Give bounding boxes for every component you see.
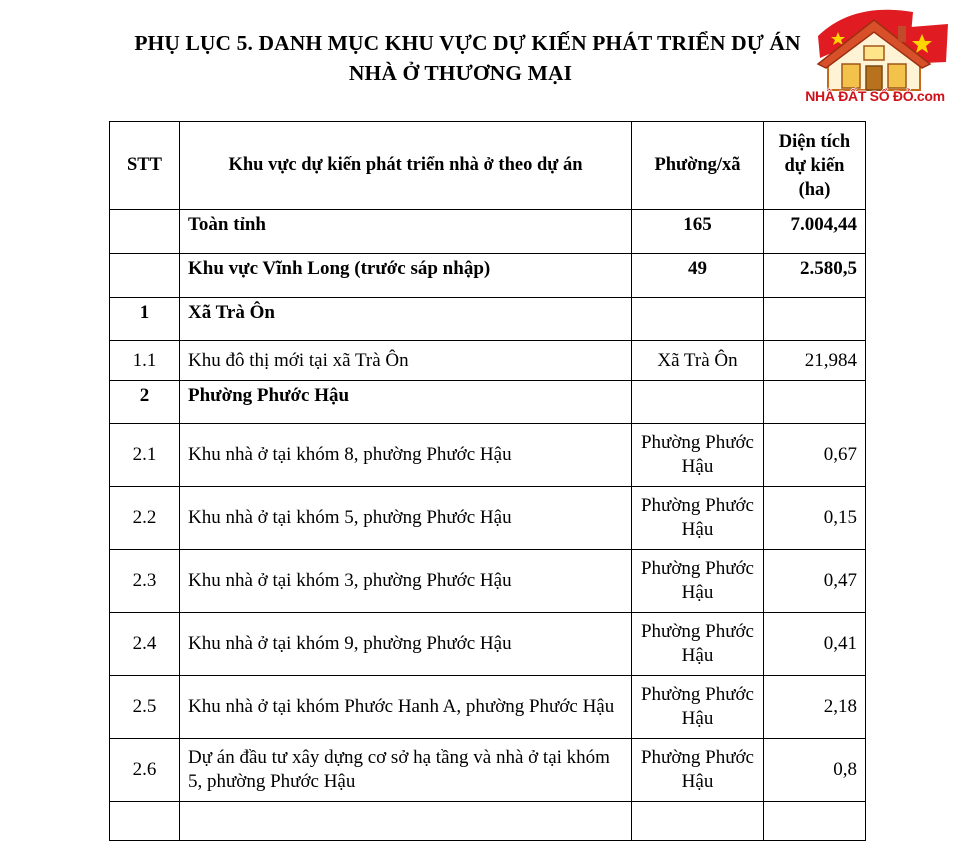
cell-ward: Xã Trà Ôn bbox=[632, 341, 764, 381]
cell-size: 2.580,5 bbox=[764, 254, 866, 298]
cell-stt bbox=[110, 210, 180, 254]
housing-area-table bbox=[109, 121, 866, 841]
cell-stt: 2 bbox=[110, 381, 180, 424]
cell-size: 21,984 bbox=[764, 341, 866, 381]
cell-empty bbox=[180, 802, 632, 841]
cell-name: Khu nhà ở tại khóm 9, phường Phước Hậu bbox=[180, 613, 632, 676]
cell-stt: 2.1 bbox=[110, 424, 180, 487]
table-row bbox=[110, 424, 866, 487]
table-row bbox=[110, 739, 866, 802]
cell-stt: 2.3 bbox=[110, 550, 180, 613]
table-row bbox=[110, 550, 866, 613]
cell-name: Khu đô thị mới tại xã Trà Ôn bbox=[180, 341, 632, 381]
cell-size: 2,18 bbox=[764, 676, 866, 739]
cell-ward bbox=[632, 381, 764, 424]
cell-ward: 165 bbox=[632, 210, 764, 254]
logo-text: NHÀ ĐẤT SỔ ĐỎ.com bbox=[805, 88, 945, 104]
cell-name: Toàn tỉnh bbox=[180, 210, 632, 254]
cell-name: Khu nhà ở tại khóm 5, phường Phước Hậu bbox=[180, 487, 632, 550]
cell-size: 0,47 bbox=[764, 550, 866, 613]
cell-ward: Phường Phước Hậu bbox=[632, 739, 764, 802]
table-row bbox=[110, 341, 866, 381]
header-ward: Phường/xã bbox=[632, 122, 764, 210]
cell-stt bbox=[110, 254, 180, 298]
cell-stt: 2.4 bbox=[110, 613, 180, 676]
cell-empty bbox=[632, 802, 764, 841]
brand-logo bbox=[798, 6, 948, 110]
table-row bbox=[110, 802, 866, 841]
cell-ward: Phường Phước Hậu bbox=[632, 676, 764, 739]
cell-name: Xã Trà Ôn bbox=[180, 298, 632, 341]
cell-ward: Phường Phước Hậu bbox=[632, 613, 764, 676]
title-line-1: PHỤ LỤC 5. DANH MỤC KHU VỰC DỰ KIẾN PHÁT TRIỂN DỰ ÁN bbox=[134, 31, 801, 55]
table-row bbox=[110, 210, 866, 254]
header-size: Diện tích dự kiến (ha) bbox=[764, 122, 866, 210]
table-header-row bbox=[110, 122, 866, 210]
header-stt: STT bbox=[110, 122, 180, 210]
table-row bbox=[110, 487, 866, 550]
cell-ward: 49 bbox=[632, 254, 764, 298]
cell-ward: Phường Phước Hậu bbox=[632, 550, 764, 613]
cell-ward bbox=[632, 298, 764, 341]
cell-ward: Phường Phước Hậu bbox=[632, 424, 764, 487]
cell-stt: 1 bbox=[110, 298, 180, 341]
cell-stt: 2.6 bbox=[110, 739, 180, 802]
title-line-2: NHÀ Ở THƯƠNG MẠI bbox=[348, 61, 573, 85]
cell-size: 0,67 bbox=[764, 424, 866, 487]
cell-stt: 1.1 bbox=[110, 341, 180, 381]
table-row bbox=[110, 254, 866, 298]
cell-size: 0,41 bbox=[764, 613, 866, 676]
cell-name: Khu nhà ở tại khóm 3, phường Phước Hậu bbox=[180, 550, 632, 613]
cell-empty bbox=[764, 802, 866, 841]
header-area-name: Khu vực dự kiến phát triển nhà ở theo dự án bbox=[180, 122, 632, 210]
cell-empty bbox=[110, 802, 180, 841]
table-row bbox=[110, 676, 866, 739]
cell-name: Phường Phước Hậu bbox=[180, 381, 632, 424]
table-row bbox=[110, 381, 866, 424]
cell-size bbox=[764, 298, 866, 341]
cell-name: Dự án đầu tư xây dựng cơ sở hạ tầng và nhà ở tại khóm 5, phường Phước Hậu bbox=[180, 739, 632, 802]
table-row bbox=[110, 298, 866, 341]
cell-size: 0,15 bbox=[764, 487, 866, 550]
cell-size: 7.004,44 bbox=[764, 210, 866, 254]
table-row bbox=[110, 613, 866, 676]
cell-stt: 2.2 bbox=[110, 487, 180, 550]
cell-size bbox=[764, 381, 866, 424]
cell-size: 0,8 bbox=[764, 739, 866, 802]
house-logo-icon bbox=[798, 6, 948, 92]
cell-name: Khu nhà ở tại khóm 8, phường Phước Hậu bbox=[180, 424, 632, 487]
cell-ward: Phường Phước Hậu bbox=[632, 487, 764, 550]
cell-name: Khu nhà ở tại khóm Phước Hanh A, phường Phước Hậu bbox=[180, 676, 632, 739]
cell-stt: 2.5 bbox=[110, 676, 180, 739]
cell-name: Khu vực Vĩnh Long (trước sáp nhập) bbox=[180, 254, 632, 298]
